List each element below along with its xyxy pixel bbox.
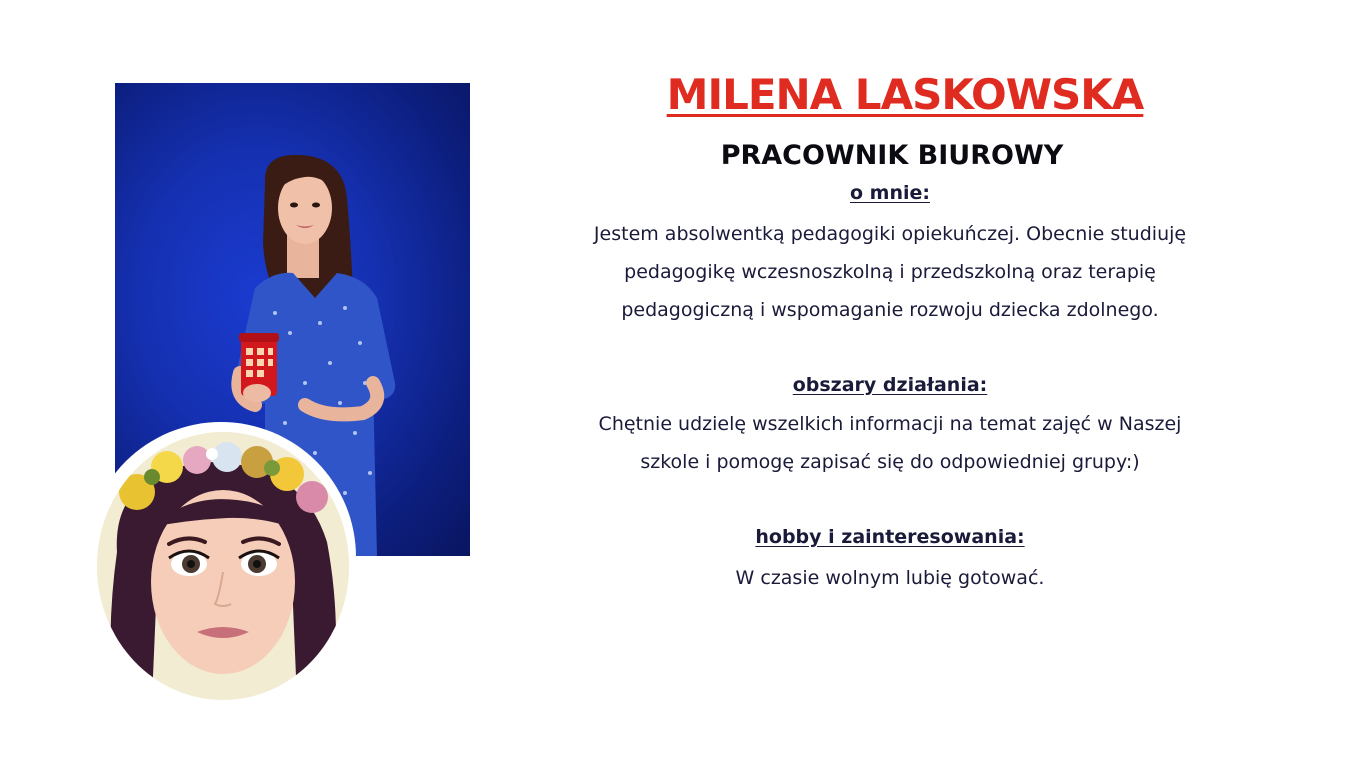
avatar <box>97 432 349 700</box>
about-heading: o mnie: <box>850 182 930 204</box>
about-line: Jestem absolwentką pedagogiki opiekuńczej. Obecnie studiuję <box>593 223 1187 245</box>
person-name: MILENA LASKOWSKA <box>666 70 1144 119</box>
areas-line: szkole i pomogę zapisać się do odpowiedniej grupy:) <box>640 451 1140 473</box>
about-line: pedagogiczną i wspomaganie rozwoju dziecka zdolnego. <box>621 299 1159 321</box>
about-line: pedagogikę wczesnoszkolną i przedszkolną oraz terapię <box>624 261 1156 283</box>
person-role: PRACOWNIK BIUROWY <box>720 140 1064 171</box>
areas-line: Chętnie udzielę wszelkich informacji na temat zajęć w Naszej <box>598 413 1182 435</box>
hobby-text <box>540 559 1240 597</box>
about-text <box>540 215 1240 329</box>
areas-heading: obszary działania: <box>792 374 988 396</box>
avatar-illustration <box>97 432 349 700</box>
hobby-heading: hobby i zainteresowania: <box>755 526 1025 548</box>
hobby-line: W czasie wolnym lubię gotować. <box>735 567 1045 589</box>
areas-text <box>540 405 1240 481</box>
